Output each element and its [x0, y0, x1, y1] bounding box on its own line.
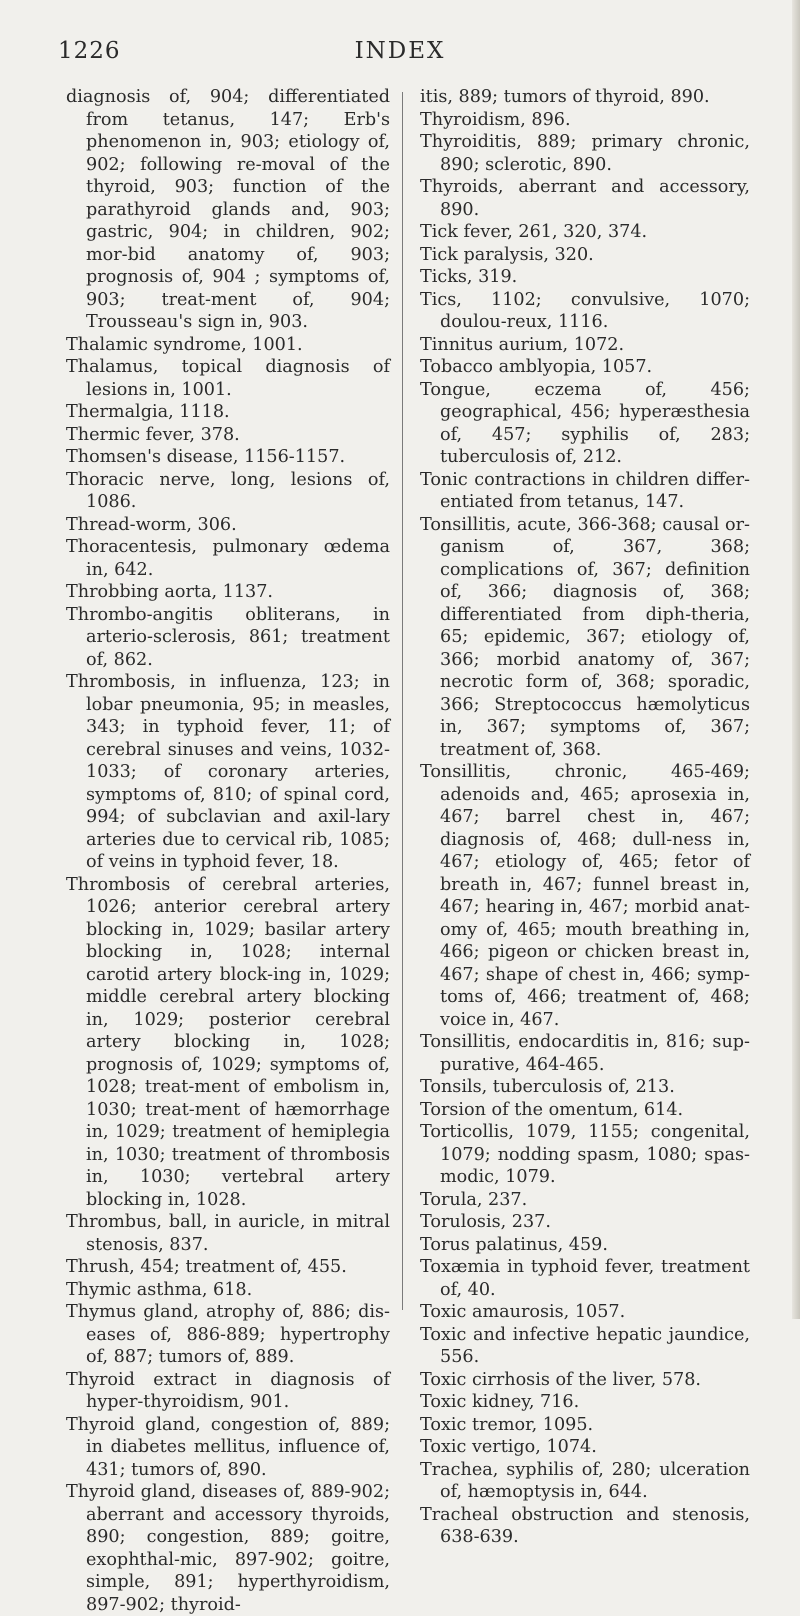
page-edge-shadow: [792, 0, 800, 1319]
index-entry: Thrombo-angitis obliterans, in arterio-sclerosis, 861; treatment of, 862.: [66, 604, 390, 670]
index-entry: Thyroidism, 896.: [420, 109, 571, 130]
index-entry: Thermalgia, 1118.: [66, 402, 230, 422]
index-entry: Toxæmia in typhoid fever, treatment of, 40.: [420, 1257, 750, 1300]
index-entry: Thread-worm, 306.: [66, 514, 237, 535]
index-entry: Tonsillitis, chronic, 465-469; adenoids and, 465; aprosexia in, 467; barrel chest in, 467; diagnosis of, 468; dull-ness in, 467; etiology of, 465; fetor of breath in, 467; funnel breast in, 467; hearing in, 467; morbid anat-omy of, 465; mouth breathing in, 466; pigeon or chicken breast in, 467; shape of chest in, 466; symp-toms of, 466; treatment of, 468; voice in, 467.: [420, 762, 750, 1030]
index-entry: Thyroid extract in diagnosis of hyper-thyroidism, 901.: [66, 1369, 390, 1412]
index-entry: Trachea, syphilis of, 280; ulceration of, hæmoptysis in, 644.: [420, 1459, 750, 1502]
index-entry: Thalamic syndrome, 1001.: [66, 334, 303, 355]
index-column-right: [420, 86, 750, 1549]
index-entry: Thrombus, ball, in auricle, in mitral stenosis, 837.: [66, 1212, 390, 1255]
index-entry: Ticks, 319.: [420, 267, 518, 287]
index-entry: Thymus gland, atrophy of, 886; dis-eases of, 886-889; hypertrophy of, 887; tumors of, 889.: [66, 1302, 390, 1367]
index-entry: Toxic and infective hepatic jaundice, 556.: [420, 1324, 750, 1367]
page-number: 1226: [58, 38, 121, 64]
index-entry: Torticollis, 1079, 1155; congenital, 1079; nodding spasm, 1080; spas-modic, 1079.: [420, 1122, 750, 1187]
index-entry: Tick fever, 261, 320, 374.: [420, 222, 648, 242]
index-entry: Thyroiditis, 889; primary chronic, 890; sclerotic, 890.: [420, 132, 750, 175]
index-entry: Thalamus, topical diagnosis of lesions in, 1001.: [66, 357, 390, 400]
index-entry: Throbbing aorta, 1137.: [66, 582, 274, 602]
index-entry: Toxic cirrhosis of the liver, 578.: [420, 1369, 702, 1390]
index-entry: Tracheal obstruction and stenosis, 638-639.: [420, 1504, 750, 1547]
index-entry: Tonsillitis, acute, 366-368; causal or-ganism of, 367, 368; complications of, 367; definition of, 366; diagnosis of, 368; differentiated from diph-theria, 65; epidemic, 367; etiology of, 366; morbid anatomy of, 367; necrotic form of, 368; sporadic, 366; Streptococcus hæmolyticus in, 367; symptoms of, 367; treatment of, 368.: [420, 514, 750, 760]
index-entry: Toxic kidney, 716.: [420, 1392, 580, 1412]
index-entry: Thyroids, aberrant and accessory, 890.: [420, 177, 750, 220]
index-entry: Torula, 237.: [420, 1189, 528, 1210]
index-entry: Thyroid gland, congestion of, 889; in diabetes mellitus, influence of, 431; tumors of, 890.: [66, 1414, 390, 1480]
index-entry: Tongue, eczema of, 456; geographical, 456; hyperæsthesia of, 457; syphilis of, 283; tuberculosis of, 212.: [420, 379, 750, 467]
index-entry: Toxic amaurosis, 1057.: [420, 1302, 626, 1322]
index-entry: Torus palatinus, 459.: [420, 1234, 608, 1255]
index-entry: diagnosis of, 904; differentiated from tetanus, 147; Erb's phenomenon in, 903; etiology of, 902; following re-moval of the thyroid, 903; function of the parathyroid glands and, 903; gastric, 904; in children, 902; mor-bid anatomy of, 903; prognosis of, 904 ; symptoms of, 903; treat-ment of, 904; Trousseau's sign in, 903.: [66, 87, 390, 332]
index-entry: Tonsils, tuberculosis of, 213.: [420, 1077, 675, 1097]
index-entry: Tick paralysis, 320.: [420, 244, 594, 265]
index-entry: Tonic contractions in children differ-entiated from tetanus, 147.: [420, 469, 750, 512]
index-entry: Thrush, 454; treatment of, 455.: [66, 1257, 347, 1277]
index-entry: Thoracentesis, pulmonary œdema in, 642.: [66, 537, 390, 580]
index-entry: Thymic asthma, 618.: [66, 1279, 253, 1300]
index-entry: Thrombosis of cerebral arteries, 1026; anterior cerebral artery blocking in, 1029; basilar artery blocking in, 1028; internal carotid artery block-ing in, 1029; middle cerebral artery blocking in, 1029; posterior cerebral artery blocking in, 1028; prognosis of, 1029; symptoms of, 1028; treat-ment of embolism in, 1030; treat-ment of hæmorrhage in, 1029; treatment of hemiplegia in, 1030; treatment of thrombosis in, 1030; vertebral artery blocking in, 1028.: [66, 874, 390, 1210]
index-entry: Thoracic nerve, long, lesions of, 1086.: [66, 469, 390, 512]
running-head-title: INDEX: [354, 38, 446, 64]
index-entry: Toxic vertigo, 1074.: [420, 1437, 597, 1457]
column-divider: [402, 92, 403, 1310]
index-entry: Tinnitus aurium, 1072.: [420, 334, 625, 355]
index-entry: Torulosis, 237.: [420, 1212, 551, 1232]
index-entry: Tobacco amblyopia, 1057.: [420, 357, 653, 377]
index-entry: Tics, 1102; convulsive, 1070; doulou-reux, 1116.: [420, 289, 750, 332]
index-entry: Torsion of the omentum, 614.: [420, 1099, 684, 1120]
index-entry: Thermic fever, 378.: [66, 424, 240, 445]
index-entry: Thrombosis, in influenza, 123; in lobar pneumonia, 95; in measles, 343; in typhoid fever, 11; of cerebral sinuses and veins, 1032-1033; of coronary arteries, symptoms of, 810; of spinal cord, 994; of subclavian and axil-lary arteries due to cervical rib, 1085; of veins in typhoid fever, 18.: [66, 672, 390, 872]
index-entry: Thomsen's disease, 1156-1157.: [66, 447, 346, 467]
index-entry: itis, 889; tumors of thyroid, 890.: [420, 87, 710, 107]
index-entry: Toxic tremor, 1095.: [420, 1414, 594, 1435]
index-entry: Thyroid gland, diseases of, 889-902; aberrant and accessory thyroids, 890; congestion, 889; goitre, exophthal-mic, 897-902; goitre, simple, 891; hyperthyroidism, 897-902; thyroid-: [66, 1482, 390, 1615]
index-entry: Tonsillitis, endocarditis in, 816; sup-purative, 464-465.: [420, 1032, 750, 1075]
index-column-left: [66, 86, 390, 1616]
